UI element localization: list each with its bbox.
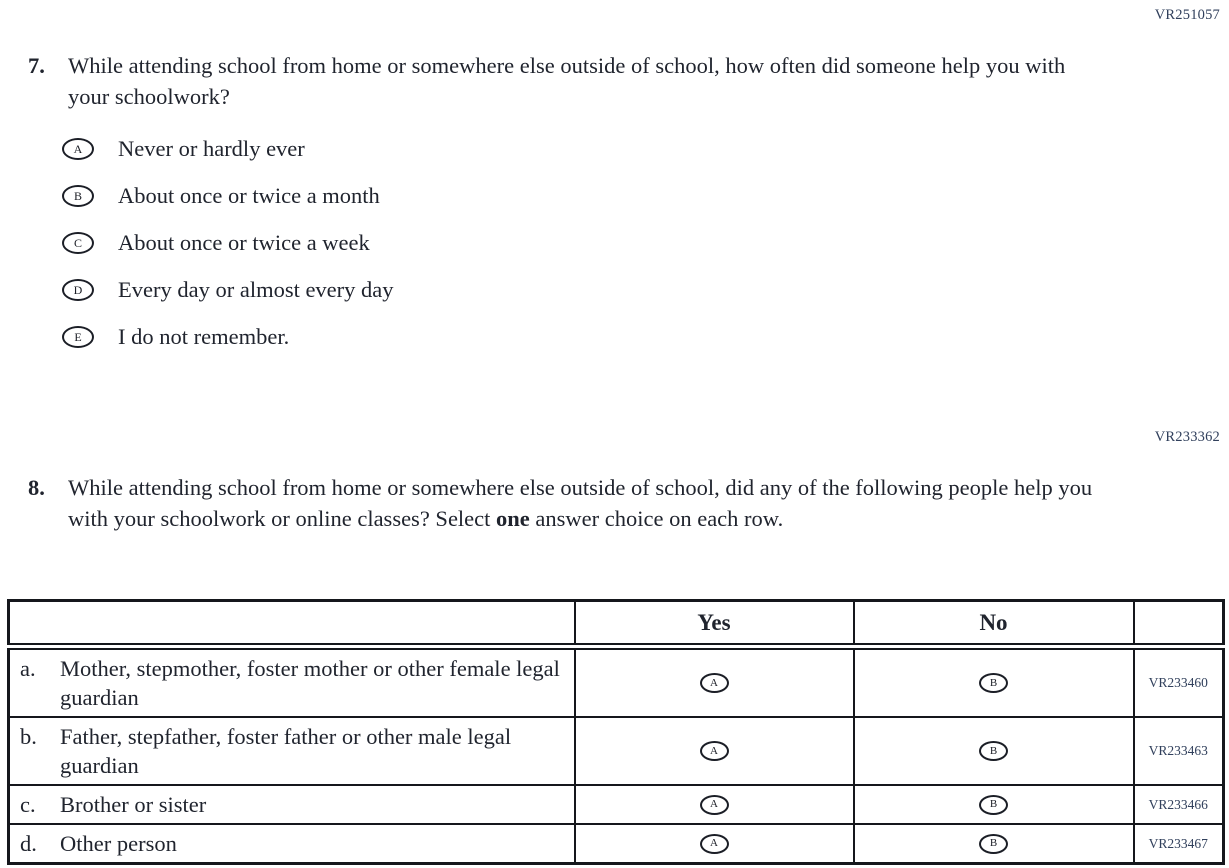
option-once-twice-week: [62, 226, 394, 259]
answer-bubble-a[interactable]: [62, 138, 94, 160]
bubble-letter: B: [73, 188, 82, 203]
row-letter: a.: [20, 656, 36, 681]
question-7-number: 7.: [28, 53, 45, 78]
row-letter: d.: [20, 831, 37, 856]
bubble-letter: A: [710, 798, 718, 811]
bubble-letter: D: [73, 282, 83, 297]
yes-bubble-row-b[interactable]: [700, 741, 729, 761]
header-blank-cell: [9, 601, 575, 647]
row-vr-code: VR233463: [1134, 717, 1224, 785]
option-label: I do not remember.: [118, 323, 290, 349]
question-8-number: 8.: [28, 475, 45, 500]
question-8: [28, 472, 1103, 534]
option-label: Every day or almost every day: [118, 276, 394, 302]
no-bubble-row-a[interactable]: [979, 673, 1008, 693]
bubble-letter: A: [73, 141, 83, 156]
yes-bubble-row-a[interactable]: [700, 673, 729, 693]
row-letter: c.: [20, 792, 36, 817]
row-vr-code: VR233460: [1134, 647, 1224, 718]
option-do-not-remember: [62, 320, 394, 353]
table-header-row: [9, 601, 1224, 647]
question-7-text: While attending school from home or somewhere else outside of school, how often did someone help you with your schoolwork?: [68, 53, 1066, 109]
table-row-brother-sister: [9, 785, 1224, 824]
header-no: No: [854, 601, 1134, 647]
question-8-text-start: While attending school from home or somewhere else outside of school, did any of the following people help you with your schoolwork or online classes? Select: [68, 475, 1093, 531]
bubble-letter: A: [710, 837, 718, 850]
bubble-letter: B: [989, 744, 998, 757]
row-text: Father, stepfather, foster father or other male legal guardian: [60, 724, 512, 778]
header-code-cell: [1134, 601, 1224, 647]
answer-bubble-d[interactable]: [62, 279, 94, 301]
question-8-answer-table: [7, 599, 1225, 865]
yes-cell: [575, 824, 854, 864]
row-vr-code: VR233467: [1134, 824, 1224, 864]
row-text: Mother, stepmother, foster mother or other female legal guardian: [60, 656, 560, 710]
row-label-cell: [9, 785, 575, 824]
row-text: Brother or sister: [60, 792, 207, 817]
question-7-vr-code: VR251057: [1154, 7, 1220, 23]
question-8-vr-code: VR233362: [1154, 429, 1220, 445]
yes-bubble-row-c[interactable]: [700, 795, 729, 815]
option-once-twice-month: [62, 179, 394, 212]
yes-cell: [575, 647, 854, 718]
bubble-letter: B: [989, 837, 998, 850]
answer-bubble-c[interactable]: [62, 232, 94, 254]
question-8-bold-word: one: [496, 506, 530, 531]
no-cell: [854, 824, 1134, 864]
option-label: Never or hardly ever: [118, 135, 305, 161]
no-cell: [854, 785, 1134, 824]
question-7: [28, 50, 1098, 112]
bubble-letter: C: [73, 235, 82, 250]
yes-cell: [575, 717, 854, 785]
bubble-letter: B: [989, 676, 998, 689]
question-7-options: [62, 132, 394, 367]
row-letter: b.: [20, 724, 37, 749]
row-label-cell: [9, 647, 575, 718]
option-every-day: [62, 273, 394, 306]
table-row-other-person: [9, 824, 1224, 864]
bubble-letter: E: [74, 329, 82, 344]
question-8-text-end: answer choice on each row.: [529, 506, 784, 531]
answer-bubble-b[interactable]: [62, 185, 94, 207]
option-label: About once or twice a month: [118, 182, 380, 208]
no-bubble-row-d[interactable]: [979, 834, 1008, 854]
table-row-mother: [9, 647, 1224, 718]
bubble-letter: A: [710, 744, 718, 757]
bubble-letter: A: [710, 676, 718, 689]
option-label: About once or twice a week: [118, 229, 370, 255]
yes-bubble-row-d[interactable]: [700, 834, 729, 854]
row-vr-code: VR233466: [1134, 785, 1224, 824]
answer-bubble-e[interactable]: [62, 326, 94, 348]
row-text: Other person: [60, 831, 177, 856]
yes-cell: [575, 785, 854, 824]
no-bubble-row-c[interactable]: [979, 795, 1008, 815]
no-bubble-row-b[interactable]: [979, 741, 1008, 761]
option-never: [62, 132, 394, 165]
no-cell: [854, 717, 1134, 785]
header-yes: Yes: [575, 601, 854, 647]
row-label-cell: [9, 717, 575, 785]
no-cell: [854, 647, 1134, 718]
table-row-father: [9, 717, 1224, 785]
question-8-text: [68, 472, 1103, 534]
bubble-letter: B: [989, 798, 998, 811]
row-label-cell: [9, 824, 575, 864]
